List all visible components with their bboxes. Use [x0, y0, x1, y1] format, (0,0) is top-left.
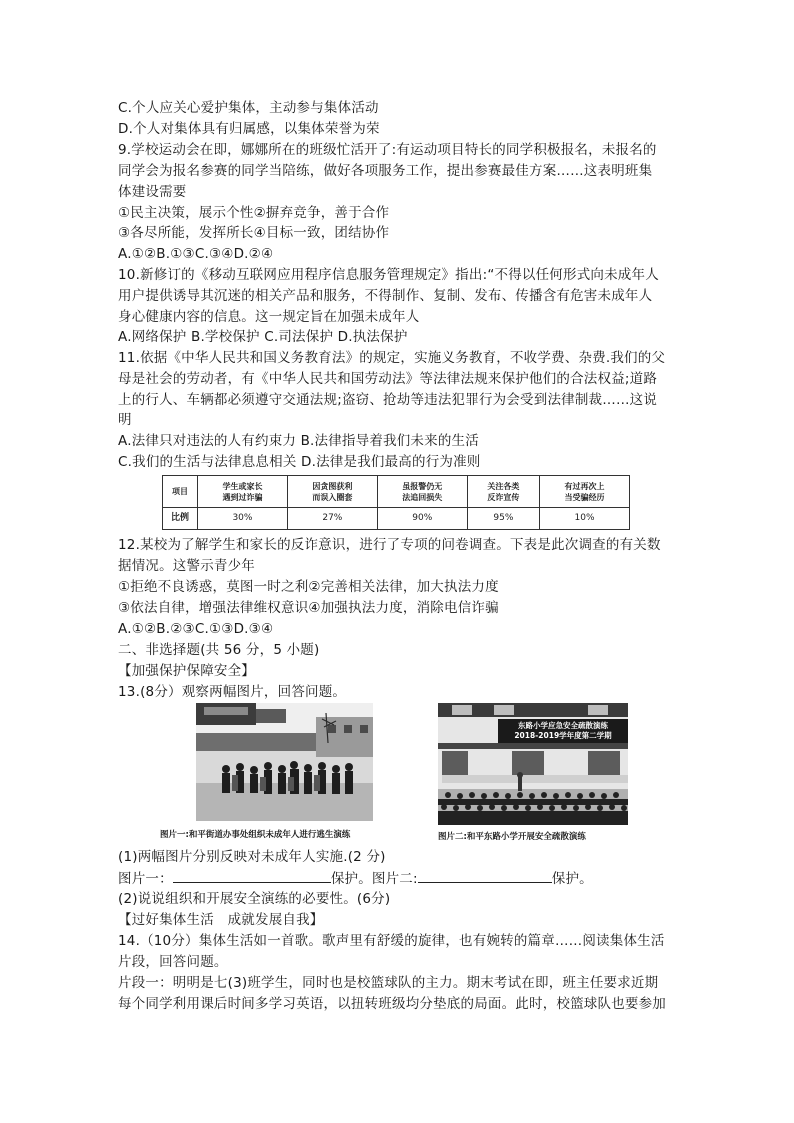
- question-11-options: C.我们的生活与法律息息相关 D.法律是我们最高的行为准则: [118, 454, 481, 470]
- option-d-q8: D.个人对集体具有归属感，以集体荣誉为荣: [118, 121, 380, 137]
- drill-photo-one: [196, 703, 373, 821]
- table-header-cell: 项目: [163, 476, 198, 508]
- fill-label-three: 保护。: [551, 871, 593, 887]
- question-9-statements: ①民主决策，展示个性②摒弃竞争，善于合作: [118, 205, 390, 221]
- question-11-stem: 上的行人、车辆都必须遵守交通法规;盗窃、抢劫等违法犯罪行为会受到法律制裁……这说: [118, 392, 658, 408]
- question-11-stem: 明: [118, 412, 132, 428]
- photo-two-banner: 东路小学应急安全疏散演练 2018-2019学年度第二学期: [514, 721, 612, 740]
- table-cell: 27%: [287, 508, 377, 530]
- question-9-stem: 9.学校运动会在即，娜娜所在的班级忙活开了:有运动项目特长的同学积极报名，未报名的: [118, 142, 657, 158]
- answer-blank-one[interactable]: [173, 868, 331, 883]
- question-12-stem: 12.某校为了解学生和家长的反诈意识，进行了专项的问卷调查。下表是此次调查的有关数: [118, 537, 661, 553]
- question-14-passage: 片段一：明明是七(3)班学生，同时也是校篮球队的主力。期末考试在即，班主任要求近期: [118, 975, 659, 991]
- table-row: [163, 476, 630, 508]
- question-12-stem: 据情况。这警示青少年: [118, 558, 255, 574]
- question-14-passage: 每个同学利用课后时间多学习英语，以扭转班级均分垫底的局面。此时，校篮球队也要参加: [118, 996, 666, 1012]
- answer-blank-two[interactable]: [418, 868, 552, 883]
- table-cell: 95%: [467, 508, 539, 530]
- question-9-options: A.①②B.①③C.③④D.②④: [118, 246, 274, 262]
- question-12-options: A.①②B.②③C.①③D.③④: [118, 621, 274, 637]
- question-9-stem: 体建设需要: [118, 184, 187, 200]
- table-header-cell: 关注各类 反诈宣传: [467, 476, 539, 508]
- question-10-options: A.网络保护 B.学校保护 C.司法保护 D.执法保护: [118, 329, 408, 345]
- section-heading: 二、非选择题(共 56 分，5 小题): [118, 642, 320, 658]
- photo-two-caption: 图片二:和平东路小学开展安全疏散演练: [438, 832, 586, 842]
- fill-label-one: 图片一：: [118, 871, 173, 887]
- table-cell: 90%: [377, 508, 467, 530]
- table-header-cell: 有过再次上 当受骗经历: [540, 476, 630, 508]
- option-c-q8: C.个人应关心爱护集体，主动参与集体活动: [118, 100, 379, 116]
- question-13-fill-blank: [118, 868, 593, 889]
- topic-heading: 【加强保护保障安全】: [118, 663, 255, 679]
- table-row: [163, 508, 630, 530]
- question-11-stem: 母是社会的劳动者，有《中华人民共和国劳动法》等法律法规来保护他们的合法权益;道路: [118, 371, 658, 387]
- question-11-stem: 11.依据《中华人民共和国义务教育法》的规定，实施义务教育，不收学费、杂费.我们的父: [118, 350, 666, 366]
- question-14-stem: 14.（10分）集体生活如一首歌。歌声里有舒缓的旋律，也有婉转的篇章……阅读集体生活: [118, 933, 665, 949]
- question-12-statements: ①拒绝不良诱惑，莫图一时之利②完善相关法律，加大执法力度: [118, 579, 499, 595]
- question-9-stem: 同学会为报名参赛的同学当陪练，做好各项服务工作，提出参赛最佳方案……这表明班集: [118, 163, 653, 179]
- question-14-stem: 片段，回答问题。: [118, 954, 228, 970]
- question-10-stem: 用户提供诱导其沉迷的相关产品和服务，不得制作、复制、发布、传播含有危害未成年人: [118, 288, 653, 304]
- table-header-cell: 比例: [163, 508, 198, 530]
- question-13-part1: (1)两幅图片分别反映对未成年人实施.(2 分): [118, 849, 386, 865]
- table-header-cell: 学生或家长 遇到过诈骗: [198, 476, 288, 508]
- survey-table: [162, 475, 630, 530]
- question-10-stem: 10.新修订的《移动互联网应用程序信息服务管理规定》指出:“不得以任何形式向未成年人: [118, 267, 659, 283]
- question-13-stem: 13.(8分）观察两幅图片，回答问题。: [118, 684, 347, 700]
- drill-photo-two: [438, 703, 628, 825]
- photo-one-caption: 图片一:和平街道办事处组织未成年人进行逃生演练: [160, 830, 351, 840]
- table-header-cell: 虽报警仍无 法追回损失: [377, 476, 467, 508]
- question-10-stem: 身心健康内容的信息。这一规定旨在加强未成年人: [118, 309, 420, 325]
- question-12-statements: ③依法自律，增强法律维权意识④加强执法力度，消除电信诈骗: [118, 600, 499, 616]
- question-9-statements: ③各尽所能，发挥所长④目标一致，团结协作: [118, 225, 390, 241]
- topic-heading: 【过好集体生活 成就发展自我】: [118, 912, 324, 928]
- table-cell: 30%: [198, 508, 288, 530]
- table-header-cell: 因贪图获利 而误入圈套: [287, 476, 377, 508]
- table-cell: 10%: [540, 508, 630, 530]
- question-11-options: A.法律只对违法的人有约束力 B.法律指导着我们未来的生活: [118, 433, 479, 449]
- question-13-part2: (2)说说组织和开展安全演练的必要性。(6分): [118, 891, 391, 907]
- fill-label-two: 保护。图片二:: [330, 871, 418, 887]
